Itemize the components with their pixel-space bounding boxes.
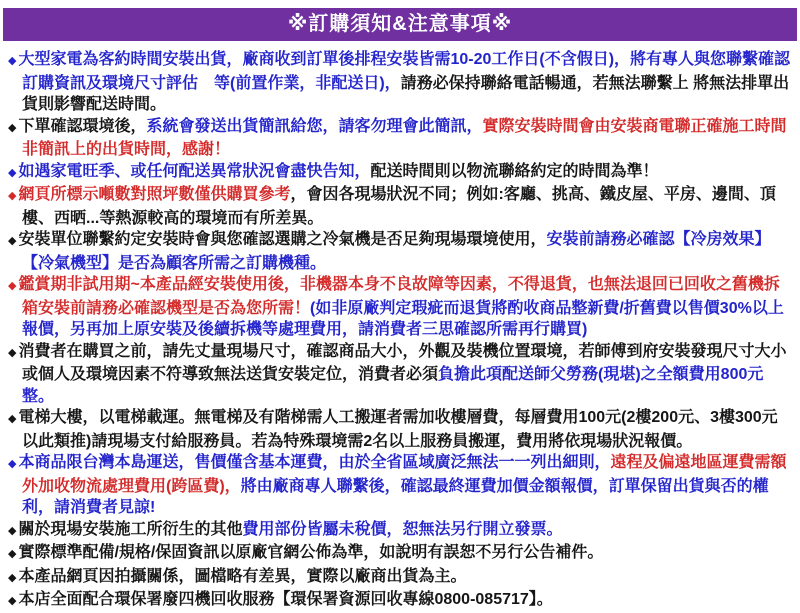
notice-item [8, 341, 791, 408]
text-segment: 安裝單位聯繫約定安裝時會與您確認選購之冷氣機是否足夠現場環境使用， [18, 231, 547, 248]
notice-item [8, 49, 791, 116]
text-segment: 實際標準配備/規格/保固資訊以原廠官網公佈為準，如說明有誤恕不另行公告補件。 [18, 544, 604, 561]
text-segment: 請務必保持聯絡電話暢通，若無法聯繫上 將無法排單出貨則影響配送時間。 [22, 74, 790, 113]
bullet-diamond-icon: ◆ [8, 571, 17, 584]
text-segment: 關於現場安裝施工所衍生的其他 [18, 520, 243, 538]
text-segment: 電梯大樓，以電梯載運。無電梯及有階梯需人工搬運者需加收樓層費，每層費用100元(2樓200元、3樓300元以此類推)請現場支付給服務員。若為特殊環境需2名以上服務員搬運，費用將依現場狀況報價。 [18, 409, 778, 450]
text-segment: 將由廠商專人聯繫後，確認最終運費加價金額報價，訂單保留出貨與否的權利，請消費者見諒! [22, 477, 769, 516]
text-segment: 安裝前請務必確認【冷房效果】【冷氣機型】是否為顧客所需之訂購機種。 [22, 231, 771, 272]
bullet-diamond-icon: ◆ [8, 190, 17, 202]
bullet-diamond-icon: ◆ [8, 595, 17, 607]
notice-title-bar [3, 8, 797, 41]
bullet-diamond-icon: ◆ [8, 235, 17, 247]
notice-item [8, 542, 791, 566]
bullet-diamond-icon: ◆ [8, 166, 17, 179]
notice-item [8, 407, 791, 452]
page-title: ※訂購須知&注意事項※ [287, 13, 513, 35]
text-segment: 配送時間則以物流聯絡約定的時間為準！ [370, 162, 659, 180]
text-segment: 如遇家電旺季、或任何配送異常狀況會盡快告知， [18, 162, 371, 180]
text-segment: 下單確認環境後， [18, 117, 147, 135]
bullet-diamond-icon: ◆ [8, 458, 17, 470]
text-segment: 鑑賞期非試用期~本產品經安裝使用後，非機器本身不良故障等因素，不得退貨，也無法退回已回收之舊機拆箱安裝前請務必確認機型是否為您所需！ [18, 276, 780, 317]
bullet-diamond-icon: ◆ [8, 524, 17, 537]
bullet-diamond-icon: ◆ [8, 346, 17, 359]
notice-item [8, 229, 791, 274]
notice-item [8, 566, 791, 590]
bullet-diamond-icon: ◆ [8, 280, 17, 292]
notice-item [8, 161, 791, 185]
text-segment: 本產品網頁因拍攝關係，圖檔略有差異，實際以廠商出貨為主。 [18, 567, 467, 585]
notice-list [8, 49, 791, 613]
notice-item [8, 589, 791, 613]
text-segment: 本店全面配合環保署廢四機回收服務【環保署資源回收專線0800-085717】。 [18, 591, 553, 608]
text-segment: 遠程及偏遠地區運費需額外加收物流處理費用(跨區費)， [22, 454, 787, 495]
text-segment: ，會因各現場狀況不同；例如:客廳、挑高、鐵皮屋、平房、邊間、頂樓、西晒...等熱源較高的環境而有所差異。 [22, 186, 776, 227]
notice-item [8, 452, 791, 519]
bullet-diamond-icon: ◆ [8, 548, 17, 560]
notice-item [8, 184, 791, 229]
text-segment: 實際安裝時間會由安裝商電聯正確施工時間非簡訊上的出貨時間，感謝！ [22, 117, 787, 158]
notice-item [8, 116, 791, 161]
text-segment: 本商品限台灣本島運送，售價僅含基本運費，由於全省區域廣泛無法一一列出細則， [18, 454, 611, 471]
text-segment: 負擔此項配送師父勞務(現堪)之全額費用800元整。 [22, 366, 764, 405]
bullet-diamond-icon: ◆ [8, 121, 17, 134]
text-segment: 消費者在購買之前，請先丈量現場尺寸，確認商品大小，外觀及裝機位置環境，若師傅到府安裝發現尺寸大小或個人及環境因素不符導致無法送貨安裝定位，消費者必須 [18, 342, 787, 383]
bullet-diamond-icon: ◆ [8, 55, 17, 67]
bullet-diamond-icon: ◆ [8, 413, 17, 425]
text-segment: (如非原廠判定瑕疵而退貨將酌收商品整新費/折舊費以售價30%以上報價，另再加上原安裝及後續拆機等處理費用，請消費者三思確認所需再行購買) [22, 299, 784, 338]
notice-body [3, 41, 797, 613]
text-segment: 網頁所標示噸數對照坪數僅供購買參考 [18, 186, 291, 203]
notice-item [8, 274, 791, 341]
text-segment: 大型家電為客約時間安裝出貨，廠商收到訂單後排程安裝皆需10-20工作日(不含假日)，將有專人與您聯繫確認訂購資訊及環境尺寸評估 等(前置作業，非配送日)， [18, 51, 791, 92]
text-segment: 費用部份皆屬未稅價，恕無法另行開立發票。 [242, 520, 563, 538]
notice-item [8, 519, 791, 543]
text-segment: 系統會發送出貨簡訊給您，請客勿理會此簡訊， [146, 117, 483, 135]
